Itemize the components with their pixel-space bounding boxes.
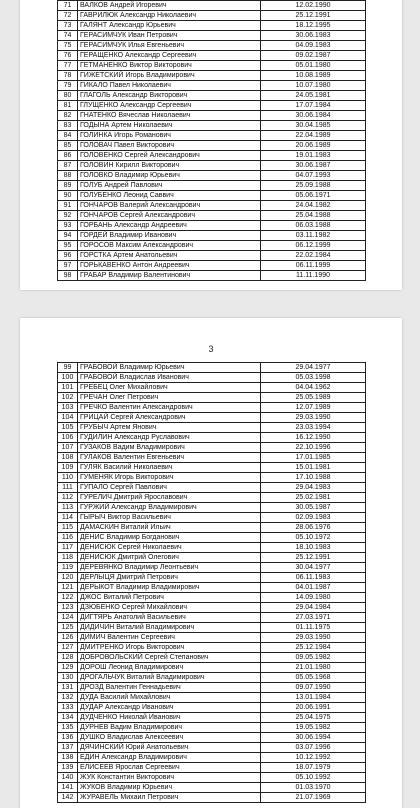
- birth-date-cell: 06.11.1999: [261, 261, 366, 271]
- table-row: [58, 151, 366, 161]
- full-name-cell: ДЖОС Виталий Петрович: [78, 593, 261, 603]
- row-number: 138: [58, 753, 78, 763]
- birth-date-cell: 24.04.1982: [261, 201, 366, 211]
- row-number: 121: [58, 583, 78, 593]
- table-row: [58, 81, 366, 91]
- full-name-cell: ГОЛУБ Андрей Павлович: [78, 181, 261, 191]
- row-number: 112: [58, 493, 78, 503]
- row-number: 80: [58, 91, 78, 101]
- table-row: [58, 653, 366, 663]
- row-number: 73: [58, 21, 78, 31]
- table-row: [58, 523, 366, 533]
- full-name-cell: ГИКАЛО Павел Николаевич: [78, 81, 261, 91]
- table-row: [58, 241, 366, 251]
- table-row: [58, 613, 366, 623]
- table-row: [58, 773, 366, 783]
- row-number: 83: [58, 121, 78, 131]
- full-name-cell: ЕЛИСЕЕВ Ярослав Сергеевич: [78, 763, 261, 773]
- table-row: [58, 101, 366, 111]
- full-name-cell: ДЕРЫКОТ Владимир Владимирович: [78, 583, 261, 593]
- table-row: [58, 191, 366, 201]
- full-name-cell: ДУРНЕВ Вадим Владимирович: [78, 723, 261, 733]
- table-row: [58, 603, 366, 613]
- row-number: 130: [58, 673, 78, 683]
- full-name-cell: ГУДИЛИН Александр Руславович: [78, 433, 261, 443]
- full-name-cell: ДУДЧЕНКО Николай Иванович: [78, 713, 261, 723]
- table-row: [58, 703, 366, 713]
- table-row: [58, 31, 366, 41]
- personnel-table: [57, 0, 366, 281]
- row-number: 132: [58, 693, 78, 703]
- full-name-cell: ГУЗАКОВ Вадим Владимирович: [78, 443, 261, 453]
- row-number: 137: [58, 743, 78, 753]
- birth-date-cell: 11.11.1990: [261, 271, 366, 281]
- row-number: 98: [58, 271, 78, 281]
- birth-date-cell: 25.05.1989: [261, 393, 366, 403]
- table-row: [58, 383, 366, 393]
- full-name-cell: ГОЛОВАЧ Павел Викторович: [78, 141, 261, 151]
- birth-date-cell: 29.04.1984: [261, 603, 366, 613]
- full-name-cell: ДИГТЯРЬ Анатолий Васильевич: [78, 613, 261, 623]
- birth-date-cell: 09.02.1987: [261, 51, 366, 61]
- birth-date-cell: 10.12.1992: [261, 753, 366, 763]
- row-number: 133: [58, 703, 78, 713]
- table-row: [58, 11, 366, 21]
- row-number: 101: [58, 383, 78, 393]
- full-name-cell: ГОНЧАРОВ Валерий Александрович: [78, 201, 261, 211]
- birth-date-cell: 25.02.1981: [261, 493, 366, 503]
- full-name-cell: ДУШКО Владислав Алексеевич: [78, 733, 261, 743]
- row-number: 111: [58, 483, 78, 493]
- full-name-cell: ДИДИЧИН Виталий Владимирович: [78, 623, 261, 633]
- table-row: [58, 413, 366, 423]
- row-number: 91: [58, 201, 78, 211]
- row-number: 103: [58, 403, 78, 413]
- full-name-cell: ДИМИЧ Валентин Сергеевич: [78, 633, 261, 643]
- birth-date-cell: 05.06.1971: [261, 191, 366, 201]
- row-number: 134: [58, 713, 78, 723]
- table-row: [58, 543, 366, 553]
- birth-date-cell: 22.02.1984: [261, 251, 366, 261]
- table-row: [58, 483, 366, 493]
- table-row: [58, 733, 366, 743]
- full-name-cell: ГРАБАР Владимир Валентинович: [78, 271, 261, 281]
- table-row: [58, 261, 366, 271]
- row-number: 78: [58, 71, 78, 81]
- table-row: [58, 573, 366, 583]
- full-name-cell: ГОЛОВКО Владимир Юрьевич: [78, 171, 261, 181]
- full-name-cell: ГРЕЧАН Олег Петрович: [78, 393, 261, 403]
- table-row: [58, 723, 366, 733]
- full-name-cell: ДАМАСКИН Виталий Ильич: [78, 523, 261, 533]
- full-name-cell: ДОБРОВОЛЬСКИЙ Сергей Степанович: [78, 653, 261, 663]
- full-name-cell: ГУРЕЛИЧ Дмитрий Ярославович: [78, 493, 261, 503]
- full-name-cell: ГРАБОВОЙ Владимир Юрьевич: [78, 363, 261, 373]
- full-name-cell: ГРЕБЕЦ Олег Михайлович: [78, 383, 261, 393]
- table-row: [58, 111, 366, 121]
- full-name-cell: ГЕРАСИМЧУК Илья Евгеньевич: [78, 41, 261, 51]
- birth-date-cell: 17.10.1988: [261, 473, 366, 483]
- table-row: [58, 503, 366, 513]
- row-number: 87: [58, 161, 78, 171]
- row-number: 141: [58, 783, 78, 793]
- row-number: 127: [58, 643, 78, 653]
- row-number: 122: [58, 593, 78, 603]
- birth-date-cell: 29.03.1990: [261, 633, 366, 643]
- birth-date-cell: 29.03.1990: [261, 413, 366, 423]
- table-row: [58, 693, 366, 703]
- full-name-cell: ГУМЕНЯК Игорь Викторович: [78, 473, 261, 483]
- birth-date-cell: 30.04.1977: [261, 563, 366, 573]
- full-name-cell: ДУДАР Александр Иванович: [78, 703, 261, 713]
- table-row: [58, 563, 366, 573]
- row-number: 99: [58, 363, 78, 373]
- full-name-cell: ГОРДЕЙ Владимир Иванович: [78, 231, 261, 241]
- full-name-cell: ГАВРИЛЮК Александр Николаевич: [78, 11, 261, 21]
- table-row: [58, 643, 366, 653]
- page-number: 3: [208, 344, 214, 354]
- row-number: 79: [58, 81, 78, 91]
- full-name-cell: ГОЛИНКА Игорь Романович: [78, 131, 261, 141]
- row-number: 123: [58, 603, 78, 613]
- full-name-cell: ГОЛОВИН Кирилл Викторович: [78, 161, 261, 171]
- row-number: 131: [58, 683, 78, 693]
- document-page-1: [20, 0, 402, 290]
- table-row: [58, 433, 366, 443]
- table-row: [58, 673, 366, 683]
- table-row: [58, 181, 366, 191]
- birth-date-cell: 03.07.1996: [261, 743, 366, 753]
- full-name-cell: ГОРБАНЬ Александр Андреевич: [78, 221, 261, 231]
- personnel-table: [57, 362, 366, 803]
- table-body: [58, 1, 366, 281]
- row-number: 108: [58, 453, 78, 463]
- birth-date-cell: 30.06.1994: [261, 733, 366, 743]
- full-name-cell: ДЕНИС Владимир Богданович: [78, 533, 261, 543]
- row-number: 86: [58, 151, 78, 161]
- table-row: [58, 713, 366, 723]
- full-name-cell: ГЛАГОЛЬ Александр Викторович: [78, 91, 261, 101]
- table-row: [58, 493, 366, 503]
- table-row: [58, 513, 366, 523]
- birth-date-cell: 15.01.1981: [261, 463, 366, 473]
- table-row: [58, 623, 366, 633]
- full-name-cell: ГУПАЛО Сергей Павлович: [78, 483, 261, 493]
- full-name-cell: ДЕРЛЫЦЯ Дмитрий Петрович: [78, 573, 261, 583]
- full-name-cell: ДУДА Василий Михайлович: [78, 693, 261, 703]
- birth-date-cell: 09.07.1990: [261, 683, 366, 693]
- full-name-cell: ГРИЦАЙ Сергей Александрович: [78, 413, 261, 423]
- birth-date-cell: 16.12.1990: [261, 433, 366, 443]
- row-number: 88: [58, 171, 78, 181]
- row-number: 104: [58, 413, 78, 423]
- birth-date-cell: 20.06.1991: [261, 703, 366, 713]
- table-row: [58, 21, 366, 31]
- birth-date-cell: 29.04.1983: [261, 483, 366, 493]
- birth-date-cell: 06.12.1999: [261, 241, 366, 251]
- full-name-cell: ГОРСТКА Артем Анатольевич: [78, 251, 261, 261]
- birth-date-cell: 21.07.1969: [261, 793, 366, 803]
- row-number: 136: [58, 733, 78, 743]
- full-name-cell: ГЕТМАНЕНКО Виктор Викторович: [78, 61, 261, 71]
- table-row: [58, 121, 366, 131]
- row-number: 119: [58, 563, 78, 573]
- table-row: [58, 251, 366, 261]
- full-name-cell: ГУЛЯК Василий Николаевич: [78, 463, 261, 473]
- full-name-cell: ГРЕЧКО Валентин Александрович: [78, 403, 261, 413]
- birth-date-cell: 25.04.1975: [261, 713, 366, 723]
- birth-date-cell: 12.02.1990: [261, 1, 366, 11]
- full-name-cell: ГИЖЕТСКИЙ Игорь Владимирович: [78, 71, 261, 81]
- birth-date-cell: 25.09.1988: [261, 181, 366, 191]
- birth-date-cell: 10.07.1980: [261, 81, 366, 91]
- birth-date-cell: 30.06.1984: [261, 111, 366, 121]
- birth-date-cell: 25.04.1988: [261, 211, 366, 221]
- birth-date-cell: 19.01.1983: [261, 151, 366, 161]
- full-name-cell: ГАЛЯНТ Александр Юрьевич: [78, 21, 261, 31]
- row-number: 140: [58, 773, 78, 783]
- full-name-cell: ЖУРАВЕЛЬ Михаил Петрович: [78, 793, 261, 803]
- birth-date-cell: 22.10.1996: [261, 443, 366, 453]
- table-row: [58, 141, 366, 151]
- table-row: [58, 583, 366, 593]
- birth-date-cell: 17.01.1985: [261, 453, 366, 463]
- row-number: 92: [58, 211, 78, 221]
- full-name-cell: ДЕНИСЮК Дмитрий Олегович: [78, 553, 261, 563]
- table-row: [58, 41, 366, 51]
- row-number: 105: [58, 423, 78, 433]
- table-row: [58, 663, 366, 673]
- full-name-cell: ДЯЧИНСКИЙ Юрий Анатольевич: [78, 743, 261, 753]
- birth-date-cell: 02.09.1983: [261, 513, 366, 523]
- row-number: 72: [58, 11, 78, 21]
- birth-date-cell: 04.01.1987: [261, 583, 366, 593]
- birth-date-cell: 23.03.1994: [261, 423, 366, 433]
- full-name-cell: ДЕРЕВЯНКО Владимир Леонтьевич: [78, 563, 261, 573]
- table-row: [58, 533, 366, 543]
- birth-date-cell: 04.07.1993: [261, 171, 366, 181]
- birth-date-cell: 10.08.1989: [261, 71, 366, 81]
- table-row: [58, 793, 366, 803]
- birth-date-cell: 18.12.1995: [261, 21, 366, 31]
- row-number: 85: [58, 141, 78, 151]
- birth-date-cell: 05.10.1992: [261, 773, 366, 783]
- table-row: [58, 161, 366, 171]
- table-row: [58, 61, 366, 71]
- row-number: 126: [58, 633, 78, 643]
- table-row: [58, 51, 366, 61]
- row-number: 110: [58, 473, 78, 483]
- birth-date-cell: 24.05.1981: [261, 91, 366, 101]
- birth-date-cell: 25.12.1991: [261, 11, 366, 21]
- row-number: 75: [58, 41, 78, 51]
- row-number: 81: [58, 101, 78, 111]
- full-name-cell: ГОДЫНА Артем Николаевич: [78, 121, 261, 131]
- row-number: 142: [58, 793, 78, 803]
- table-row: [58, 743, 366, 753]
- row-number: 128: [58, 653, 78, 663]
- table-row: [58, 763, 366, 773]
- table-row: [58, 231, 366, 241]
- row-number: 71: [58, 1, 78, 11]
- row-number: 96: [58, 251, 78, 261]
- full-name-cell: ГЕРАЩЕНКО Александр Сергеевич: [78, 51, 261, 61]
- row-number: 102: [58, 393, 78, 403]
- birth-date-cell: 06.03.1988: [261, 221, 366, 231]
- table-row: [58, 553, 366, 563]
- table-row: [58, 171, 366, 181]
- full-name-cell: ГНАТЕНКО Вячеслав Николаевич: [78, 111, 261, 121]
- row-number: 139: [58, 763, 78, 773]
- row-number: 114: [58, 513, 78, 523]
- table-row: [58, 71, 366, 81]
- birth-date-cell: 20.06.1989: [261, 141, 366, 151]
- birth-date-cell: 18.07.1979: [261, 763, 366, 773]
- row-number: 129: [58, 663, 78, 673]
- birth-date-cell: 30.06.1983: [261, 31, 366, 41]
- birth-date-cell: 01.03.1970: [261, 783, 366, 793]
- table-row: [58, 363, 366, 373]
- birth-date-cell: 27.03.1971: [261, 613, 366, 623]
- row-number: 82: [58, 111, 78, 121]
- full-name-cell: ЖУК Константин Викторович: [78, 773, 261, 783]
- birth-date-cell: 29.04.1977: [261, 363, 366, 373]
- full-name-cell: ВАЛКОВ Андрей Игоревич: [78, 1, 261, 11]
- full-name-cell: ДОРОШ Леонид Владимирович: [78, 663, 261, 673]
- birth-date-cell: 03.11.1982: [261, 231, 366, 241]
- birth-date-cell: 30.06.1987: [261, 161, 366, 171]
- row-number: 118: [58, 553, 78, 563]
- birth-date-cell: 22.04.1989: [261, 131, 366, 141]
- birth-date-cell: 30.05.1987: [261, 503, 366, 513]
- full-name-cell: ГЫРЫЧ Виктор Васильевич: [78, 513, 261, 523]
- row-number: 84: [58, 131, 78, 141]
- table-row: [58, 633, 366, 643]
- birth-date-cell: 01.11.1975: [261, 623, 366, 633]
- table-row: [58, 131, 366, 141]
- table-row: [58, 463, 366, 473]
- birth-date-cell: 30.04.1985: [261, 121, 366, 131]
- full-name-cell: ЕДИН Александр Владимирович: [78, 753, 261, 763]
- table-row: [58, 91, 366, 101]
- row-number: 94: [58, 231, 78, 241]
- birth-date-cell: 04.04.1962: [261, 383, 366, 393]
- row-number: 95: [58, 241, 78, 251]
- table-row: [58, 753, 366, 763]
- full-name-cell: ДЗЮБЕНКО Сергей Михайлович: [78, 603, 261, 613]
- table-row: [58, 453, 366, 463]
- row-number: 97: [58, 261, 78, 271]
- birth-date-cell: 09.05.1982: [261, 653, 366, 663]
- birth-date-cell: 25.12.1984: [261, 643, 366, 653]
- row-number: 135: [58, 723, 78, 733]
- birth-date-cell: 04.09.1983: [261, 41, 366, 51]
- row-number: 77: [58, 61, 78, 71]
- table-row: [58, 783, 366, 793]
- table-row: [58, 211, 366, 221]
- table-row: [58, 423, 366, 433]
- row-number: 74: [58, 31, 78, 41]
- full-name-cell: ДЕНИСЮК Сергей Николаевич: [78, 543, 261, 553]
- birth-date-cell: 05.05.1968: [261, 673, 366, 683]
- table-body: [58, 363, 366, 803]
- full-name-cell: ЖУКОВ Владимир Юрьевич: [78, 783, 261, 793]
- table-row: [58, 201, 366, 211]
- full-name-cell: ГОЛУБЕНКО Леонид Саввич: [78, 191, 261, 201]
- birth-date-cell: 14.09.1980: [261, 593, 366, 603]
- table-row: [58, 373, 366, 383]
- full-name-cell: ГОРОСОВ Максим Александрович: [78, 241, 261, 251]
- table-row: [58, 393, 366, 403]
- table-row: [58, 593, 366, 603]
- full-name-cell: ГУЛАКОВ Валентин Евгеньевич: [78, 453, 261, 463]
- full-name-cell: ГРУБЫЧ Артем Янович: [78, 423, 261, 433]
- row-number: 120: [58, 573, 78, 583]
- row-number: 89: [58, 181, 78, 191]
- row-number: 107: [58, 443, 78, 453]
- birth-date-cell: 12.07.1989: [261, 403, 366, 413]
- row-number: 116: [58, 533, 78, 543]
- table-row: [58, 403, 366, 413]
- table-row: [58, 443, 366, 453]
- birth-date-cell: 25.12.1991: [261, 553, 366, 563]
- birth-date-cell: 28.06.1976: [261, 523, 366, 533]
- birth-date-cell: 05.10.1972: [261, 533, 366, 543]
- full-name-cell: ГОНЧАРОВ Сергей Александрович: [78, 211, 261, 221]
- birth-date-cell: 21.01.1980: [261, 663, 366, 673]
- table-row: [58, 683, 366, 693]
- table-row: [58, 473, 366, 483]
- row-number: 124: [58, 613, 78, 623]
- full-name-cell: ГОЛОВЕНКО Сергей Александрович: [78, 151, 261, 161]
- birth-date-cell: 17.07.1984: [261, 101, 366, 111]
- full-name-cell: ДРОЗД Валентин Геннадьевич: [78, 683, 261, 693]
- full-name-cell: ДРОГАЛЬЧУК Виталий Владимирович: [78, 673, 261, 683]
- row-number: 115: [58, 523, 78, 533]
- birth-date-cell: 19.05.1982: [261, 723, 366, 733]
- birth-date-cell: 06.11.1983: [261, 573, 366, 583]
- row-number: 100: [58, 373, 78, 383]
- row-number: 106: [58, 433, 78, 443]
- table-row: [58, 221, 366, 231]
- row-number: 125: [58, 623, 78, 633]
- birth-date-cell: 05.03.1998: [261, 373, 366, 383]
- document-page-2: [20, 318, 402, 808]
- table-row: [58, 1, 366, 11]
- full-name-cell: ДМИТРЕНКО Игорь Викторович: [78, 643, 261, 653]
- full-name-cell: ГЕРАСИМЧУК Иван Петрович: [78, 31, 261, 41]
- table-row: [58, 271, 366, 281]
- birth-date-cell: 13.01.1984: [261, 693, 366, 703]
- row-number: 76: [58, 51, 78, 61]
- row-number: 113: [58, 503, 78, 513]
- birth-date-cell: 05.01.1980: [261, 61, 366, 71]
- full-name-cell: ГОРЬКАВЕНКО Антон Андреевич: [78, 261, 261, 271]
- row-number: 93: [58, 221, 78, 231]
- birth-date-cell: 18.10.1983: [261, 543, 366, 553]
- full-name-cell: ГРАБОВОЙ Владислав Иванович: [78, 373, 261, 383]
- row-number: 117: [58, 543, 78, 553]
- row-number: 109: [58, 463, 78, 473]
- row-number: 90: [58, 191, 78, 201]
- full-name-cell: ГЛУЩЕНКО Александр Сергеевич: [78, 101, 261, 111]
- full-name-cell: ГУРЖИЙ Александр Владимирович: [78, 503, 261, 513]
